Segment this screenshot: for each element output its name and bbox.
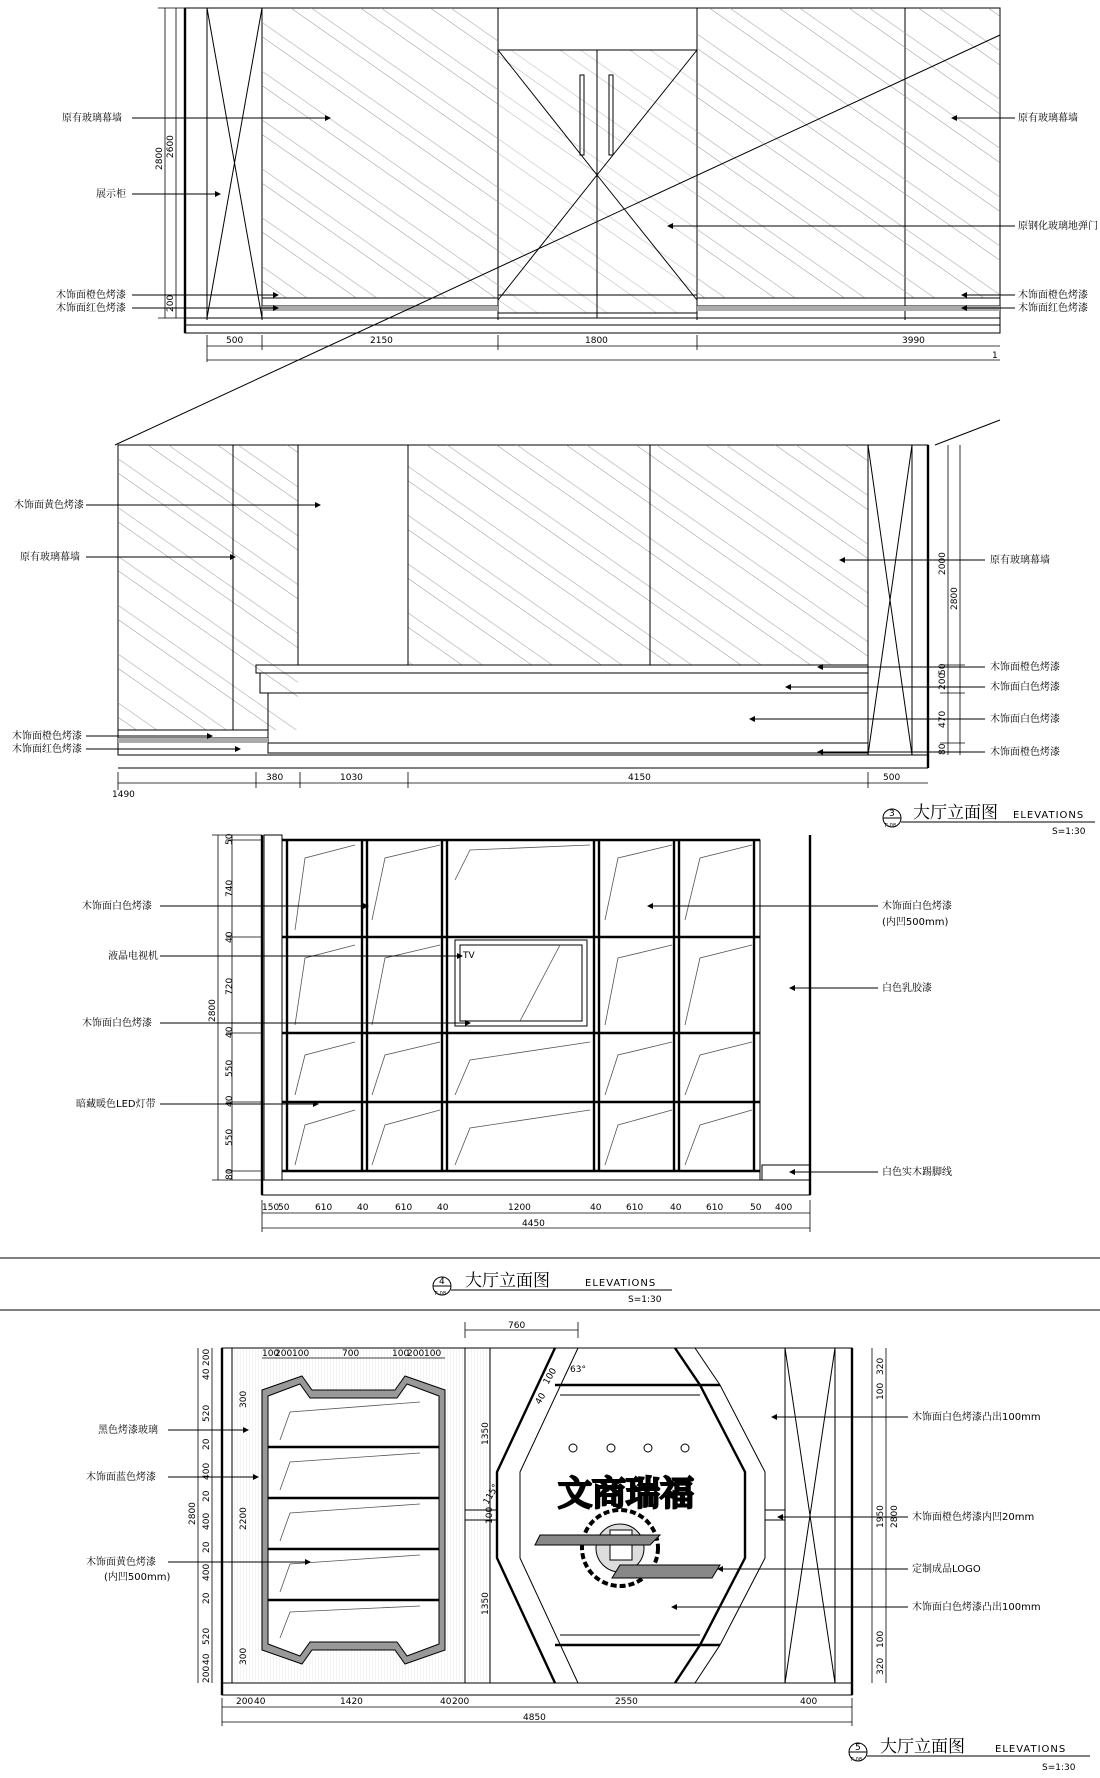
svg-text:木饰面蓝色烤漆: 木饰面蓝色烤漆 (86, 1472, 156, 1483)
svg-text:白色实木踢脚线: 白色实木踢脚线 (882, 1167, 952, 1178)
display-niche (262, 1376, 445, 1664)
svg-text:200: 200 (275, 1349, 293, 1359)
svg-text:F-08: F-08 (851, 1757, 863, 1763)
svg-text:1800: 1800 (585, 336, 608, 346)
svg-text:50: 50 (278, 1203, 290, 1213)
elev4-right-labels (648, 899, 952, 1178)
svg-text:4: 4 (439, 1277, 445, 1287)
svg-text:200: 200 (938, 672, 948, 690)
svg-text:200: 200 (407, 1349, 425, 1359)
elev4-title-block (0, 1258, 1100, 1310)
svg-text:ELEVATIONS: ELEVATIONS (1013, 810, 1085, 821)
custom-logo (535, 1444, 720, 1586)
svg-text:2800: 2800 (155, 147, 165, 170)
svg-text:木饰面橙色烤漆: 木饰面橙色烤漆 (56, 290, 126, 301)
svg-text:(内凹500mm): (内凹500mm) (882, 917, 949, 928)
svg-text:63°: 63° (570, 1365, 586, 1375)
svg-text:550: 550 (225, 1059, 235, 1077)
svg-text:100: 100 (876, 1630, 886, 1648)
svg-text:380: 380 (266, 773, 284, 783)
svg-text:40: 40 (225, 931, 235, 943)
svg-text:610: 610 (315, 1203, 333, 1213)
svg-text:40: 40 (202, 1653, 212, 1665)
svg-text:1350: 1350 (481, 1422, 491, 1445)
svg-text:1030: 1030 (340, 773, 363, 783)
svg-text:3: 3 (889, 809, 895, 819)
svg-text:原有玻璃幕墙: 原有玻璃幕墙 (20, 552, 80, 563)
svg-text:1950: 1950 (876, 1505, 886, 1528)
svg-text:S=1:30: S=1:30 (1052, 827, 1086, 837)
svg-text:4150: 4150 (628, 773, 651, 783)
svg-text:20: 20 (202, 1490, 212, 1502)
svg-text:定制成品LOGO: 定制成品LOGO (912, 1564, 981, 1575)
svg-text:740: 740 (225, 879, 235, 897)
svg-text:文商瑞福: 文商瑞福 (558, 1474, 694, 1514)
svg-text:2800: 2800 (208, 999, 218, 1022)
svg-text:暗藏暖色LED灯带: 暗藏暖色LED灯带 (76, 1099, 156, 1110)
svg-text:400: 400 (202, 1512, 212, 1530)
svg-text:4450: 4450 (522, 1219, 545, 1229)
svg-text:610: 610 (706, 1203, 724, 1213)
svg-text:2800: 2800 (890, 1505, 900, 1528)
svg-text:40: 40 (590, 1203, 602, 1213)
svg-text:500: 500 (883, 773, 901, 783)
svg-text:100: 100 (541, 1366, 560, 1387)
svg-text:3990: 3990 (902, 336, 925, 346)
svg-text:4850: 4850 (523, 1713, 546, 1723)
svg-text:760: 760 (508, 1321, 526, 1331)
svg-text:ELEVATIONS: ELEVATIONS (585, 1278, 657, 1289)
elev3-title-block (883, 803, 1095, 837)
svg-text:610: 610 (395, 1203, 413, 1213)
svg-text:400: 400 (800, 1697, 818, 1707)
svg-text:80: 80 (938, 743, 948, 755)
svg-text:F-08: F-08 (885, 823, 897, 829)
svg-text:2800: 2800 (188, 1502, 198, 1525)
svg-text:2000: 2000 (938, 552, 948, 575)
elev5-title-block (849, 1737, 1090, 1773)
svg-text:(内凹500mm): (内凹500mm) (104, 1572, 171, 1583)
svg-text:液晶电视机: 液晶电视机 (108, 951, 158, 962)
svg-text:F-08: F-08 (435, 1291, 447, 1297)
svg-text:300: 300 (239, 1647, 249, 1665)
svg-text:木饰面橙色烤漆内凹20mm: 木饰面橙色烤漆内凹20mm (912, 1512, 1035, 1523)
elev5-right-labels (672, 1410, 1041, 1613)
shelf-grid (282, 840, 760, 1171)
svg-text:木饰面黄色烤漆: 木饰面黄色烤漆 (86, 1557, 156, 1568)
elev4-left-labels (76, 899, 470, 1110)
svg-text:木饰面白色烤漆凸出100mm: 木饰面白色烤漆凸出100mm (912, 1412, 1041, 1423)
svg-text:S=1:30: S=1:30 (1042, 1763, 1076, 1773)
svg-text:100: 100 (262, 1349, 280, 1359)
svg-text:木饰面白色烤漆: 木饰面白色烤漆 (990, 714, 1060, 725)
svg-text:50: 50 (225, 833, 235, 845)
svg-text:原钢化玻璃地弹门: 原钢化玻璃地弹门 (1018, 221, 1098, 232)
svg-text:320: 320 (876, 1657, 886, 1675)
svg-text:原有玻璃幕墙: 原有玻璃幕墙 (62, 113, 122, 124)
svg-text:1: 1 (992, 351, 998, 361)
svg-text:1350: 1350 (481, 1592, 491, 1615)
svg-text:2200: 2200 (239, 1507, 249, 1530)
svg-text:100: 100 (392, 1349, 410, 1359)
svg-text:1490: 1490 (112, 790, 135, 800)
svg-text:2550: 2550 (615, 1697, 638, 1707)
hexagon-feature-wall (465, 1348, 835, 1683)
tv-screen (455, 940, 587, 1026)
svg-text:200: 200 (202, 1665, 212, 1683)
elevation-3 (12, 445, 1095, 837)
elevation-5 (86, 1321, 1090, 1773)
svg-text:20: 20 (202, 1438, 212, 1450)
svg-text:木饰面白色烤漆: 木饰面白色烤漆 (882, 901, 952, 912)
svg-text:白色乳胶漆: 白色乳胶漆 (882, 983, 932, 994)
svg-text:40: 40 (670, 1203, 682, 1213)
elevation-1 (56, 8, 1098, 445)
svg-text:40: 40 (437, 1203, 449, 1213)
elevation-4 (0, 833, 1100, 1310)
svg-text:400: 400 (202, 1462, 212, 1480)
svg-text:320: 320 (876, 1357, 886, 1375)
svg-text:木饰面红色烤漆: 木饰面红色烤漆 (56, 303, 126, 314)
svg-text:5: 5 (855, 1743, 861, 1753)
svg-text:700: 700 (342, 1349, 360, 1359)
svg-text:115°: 115° (481, 1482, 502, 1507)
svg-text:2600: 2600 (166, 135, 176, 158)
svg-text:木饰面白色烤漆: 木饰面白色烤漆 (990, 682, 1060, 693)
svg-text:1420: 1420 (340, 1697, 363, 1707)
svg-text:40: 40 (357, 1203, 369, 1213)
svg-text:展示柜: 展示柜 (96, 189, 126, 200)
svg-text:原有玻璃幕墙: 原有玻璃幕墙 (1018, 113, 1078, 124)
svg-text:40: 40 (225, 1026, 235, 1038)
svg-text:50: 50 (938, 663, 948, 675)
svg-text:40: 40 (225, 1095, 235, 1107)
svg-text:木饰面红色烤漆: 木饰面红色烤漆 (12, 744, 82, 755)
svg-text:木饰面白色烤漆凸出100mm: 木饰面白色烤漆凸出100mm (912, 1602, 1041, 1613)
svg-text:大厅立面图: 大厅立面图 (465, 1271, 550, 1291)
svg-text:550: 550 (225, 1128, 235, 1146)
svg-text:TV: TV (463, 951, 475, 961)
svg-text:400: 400 (775, 1203, 793, 1213)
svg-text:200: 200 (236, 1697, 254, 1707)
svg-text:610: 610 (626, 1203, 644, 1213)
svg-text:200: 200 (452, 1697, 470, 1707)
svg-text:300: 300 (239, 1390, 249, 1408)
svg-text:木饰面白色烤漆: 木饰面白色烤漆 (82, 1018, 152, 1029)
svg-text:100: 100 (424, 1349, 442, 1359)
svg-text:木饰面黄色烤漆: 木饰面黄色烤漆 (14, 500, 84, 511)
svg-text:木饰面橙色烤漆: 木饰面橙色烤漆 (990, 662, 1060, 673)
svg-text:40: 40 (533, 1391, 549, 1407)
svg-text:400: 400 (202, 1563, 212, 1581)
svg-text:原有玻璃幕墙: 原有玻璃幕墙 (990, 555, 1050, 566)
cell-reflections (295, 845, 752, 1165)
svg-text:大厅立面图: 大厅立面图 (880, 1737, 965, 1757)
svg-text:100: 100 (292, 1349, 310, 1359)
svg-text:木饰面橙色烤漆: 木饰面橙色烤漆 (1018, 290, 1088, 301)
svg-text:木饰面红色烤漆: 木饰面红色烤漆 (1018, 303, 1088, 314)
svg-text:500: 500 (226, 336, 244, 346)
svg-text:大厅立面图: 大厅立面图 (913, 803, 998, 823)
svg-text:2150: 2150 (370, 336, 393, 346)
svg-text:50: 50 (750, 1203, 762, 1213)
svg-text:木饰面白色烤漆: 木饰面白色烤漆 (82, 901, 152, 912)
svg-text:470: 470 (938, 710, 948, 728)
svg-text:100: 100 (485, 1506, 495, 1524)
svg-text:20: 20 (202, 1592, 212, 1604)
svg-text:40: 40 (254, 1697, 266, 1707)
svg-text:2800: 2800 (950, 587, 960, 610)
svg-text:20: 20 (202, 1541, 212, 1553)
svg-text:100: 100 (876, 1382, 886, 1400)
svg-text:木饰面橙色烤漆: 木饰面橙色烤漆 (12, 731, 82, 742)
svg-text:520: 520 (202, 1404, 212, 1422)
svg-text:720: 720 (225, 977, 235, 995)
svg-text:S=1:30: S=1:30 (628, 1295, 662, 1305)
svg-text:150: 150 (262, 1203, 280, 1213)
svg-text:200: 200 (202, 1348, 212, 1366)
svg-text:ELEVATIONS: ELEVATIONS (995, 1744, 1067, 1755)
svg-text:200: 200 (166, 294, 176, 312)
svg-text:80: 80 (225, 1168, 235, 1180)
svg-text:1200: 1200 (508, 1203, 531, 1213)
svg-text:黑色烤漆玻璃: 黑色烤漆玻璃 (98, 1425, 158, 1436)
svg-text:40: 40 (202, 1368, 212, 1380)
svg-text:520: 520 (202, 1627, 212, 1645)
svg-text:木饰面橙色烤漆: 木饰面橙色烤漆 (990, 747, 1060, 758)
svg-text:40: 40 (440, 1697, 452, 1707)
